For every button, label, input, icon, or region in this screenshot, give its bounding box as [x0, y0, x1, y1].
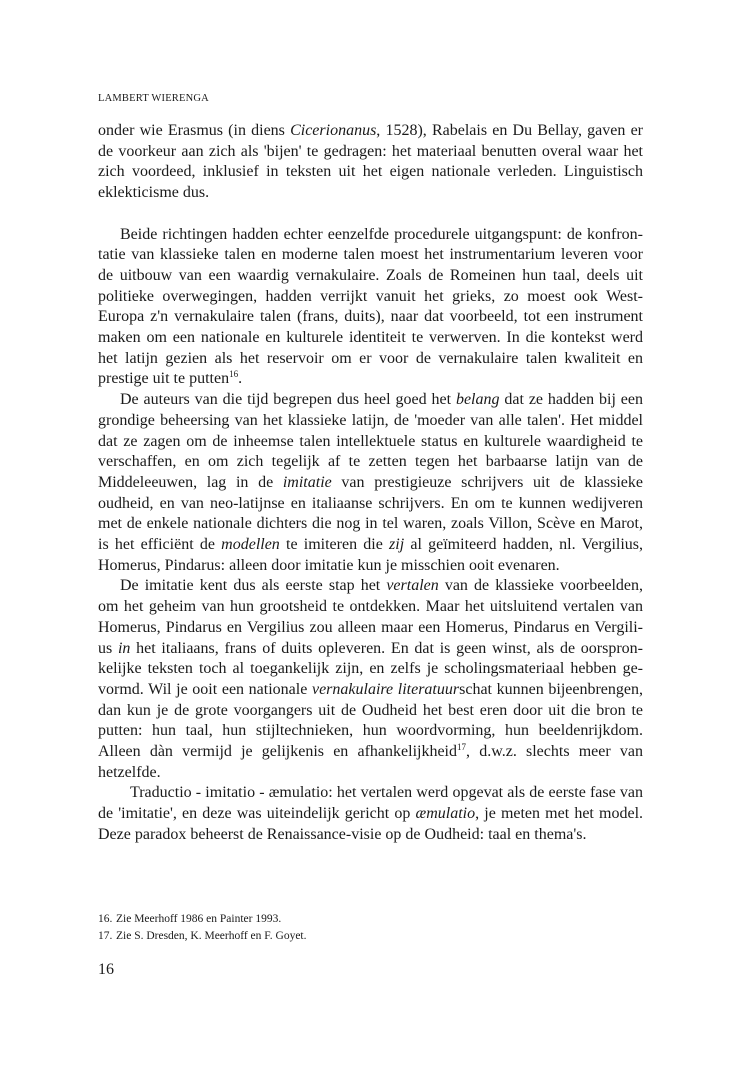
text-run: De auteurs van die tijd begrepen dus heel goed het [120, 391, 456, 409]
text-line [98, 432, 643, 453]
text-line [98, 266, 643, 287]
text-run: kelijke teksten toch al toegankelijk zijn, en zelfs je scholingsmateriaal hebben ge- [98, 660, 643, 678]
text-line [98, 494, 643, 515]
page-number: 16 [98, 961, 114, 978]
text-line [98, 142, 643, 163]
text-line [98, 287, 643, 308]
italic-text: belang [455, 391, 500, 409]
footnote-text: Zie S. Dresden, K. Meerhoff en F. Goyet. [116, 930, 307, 942]
text-line [98, 473, 643, 494]
text-run: Deze paradox beheerst de Renaissance-visie op de Oudheid: taal en thema's. [98, 825, 587, 843]
text-line [98, 307, 643, 328]
text-line [98, 328, 643, 349]
text-line [98, 825, 643, 846]
paragraph [98, 783, 643, 845]
text-line [98, 452, 643, 473]
footnote-text: Zie Meerhoff 1986 en Painter 1993. [116, 913, 282, 925]
text-run: De imitatie kent dus als eerste stap het [120, 577, 387, 595]
text-line [98, 659, 643, 680]
text-line [98, 411, 643, 432]
italic-text: æmulatio [415, 805, 476, 823]
text-run: dat ze hadden bij een [499, 391, 644, 409]
text-line [98, 225, 643, 246]
text-run: zich voordeed, inklusief in teksten uit het eigen nationale verleden. Linguistisch [98, 163, 643, 181]
text-line [98, 349, 643, 370]
paragraph [98, 121, 643, 204]
paragraph [98, 576, 643, 783]
text-run: is het efficiënt de [98, 536, 222, 554]
text-run: dan kun je de grote voorgangers uit de Oudheid het best eren door uit die bron te [98, 701, 643, 719]
text-line [98, 514, 643, 535]
text-line [98, 183, 643, 204]
italic-text: zij [389, 536, 405, 554]
running-head: LAMBERT WIERENGA [98, 93, 209, 104]
italic-text: modellen [221, 536, 280, 554]
text-run: hetzelfde. [98, 763, 161, 781]
text-run: te imiteren die [279, 536, 390, 554]
text-run: schat kunnen bijeenbrengen, [459, 680, 643, 698]
text-run: Traductio - imitatio - æmulatio: het vertalen werd opgevat als de eerste fase van [130, 784, 643, 802]
text-run: vormd. Wil je ooit een nationale [98, 680, 312, 698]
text-run: tatie van klassieke talen en moderne talen moest het instrumentarium leveren voor [98, 246, 643, 264]
footnote-ref: 17 [457, 742, 467, 753]
paragraph [98, 225, 643, 391]
text-line [98, 783, 643, 804]
text-line [98, 742, 643, 763]
footnote-16 [98, 911, 307, 928]
text-run: eklekticisme dus. [98, 184, 210, 202]
text-run: prestige uit te putten [98, 370, 230, 388]
italic-text: imitatie [282, 473, 332, 491]
text-run: , 1528), Rabelais en Du Bellay, gaven er [376, 122, 643, 139]
text-line [98, 576, 643, 597]
text-run: oudheid, en van neo-latijnse en italiaanse schrijvers. En om te kunnen wedijveren [98, 494, 643, 512]
text-run: Homerus, Pindarus: alleen door imitatie kun je misschien ooit evenaren. [98, 556, 560, 574]
text-run: putten: hun taal, hun stijltechnieken, hun woordvorming, hun beeldenrijkdom. [98, 722, 643, 740]
text-line [98, 618, 643, 639]
text-run: maken om een nationale en kulturele identiteit te verwerven. In die kontekst werd [98, 329, 643, 347]
text-line [98, 390, 643, 411]
text-run: us [98, 639, 118, 657]
footnote-17 [98, 928, 307, 945]
text-line [98, 535, 643, 556]
italic-text: vernakulaire literatuur [311, 680, 460, 698]
text-run: , je meten met het model. [475, 805, 644, 823]
italic-text: in [117, 639, 131, 657]
text-run: Middeleeuwen, lag in de [98, 473, 283, 491]
text-line [98, 245, 643, 266]
text-line [98, 639, 643, 660]
italic-text: vertalen [386, 577, 439, 595]
footnote-ref: 16 [229, 369, 239, 380]
text-run: om het geheim van hun grootsheid te ontdekken. Maar het uitsluitend vertalen van [98, 598, 643, 616]
footnotes [98, 911, 307, 945]
text-line [98, 721, 643, 742]
text-run: Beide richtingen hadden echter eenzelfde procedurele uitgangspunt: de konfron- [120, 225, 643, 243]
text-run: al geïmiteerd hadden, nl. Vergilius, [404, 536, 644, 554]
footnote-number: 17. [98, 930, 113, 942]
footnote-number: 16. [98, 913, 113, 925]
text-run: dat ze zagen om de inheemse talen intellektuele status en kulturele waardigheid te [98, 432, 643, 450]
text-run: , d.w.z. slechts meer van [466, 743, 644, 761]
text-run: . [238, 370, 243, 388]
text-line [98, 556, 643, 577]
text-line [98, 763, 643, 784]
text-run: het latijn gezien als het reservoir om er voor de vernakulaire talen kwaliteit en [98, 349, 643, 367]
text-run: de voorkeur aan zich als 'bijen' te gedragen: het materiaal benutten overal waar het [98, 142, 643, 160]
text-line [98, 162, 643, 183]
text-run: van prestigieuze schrijvers uit de klassieke [331, 473, 644, 491]
text-run: van de klassieke voorbeelden, [438, 577, 643, 595]
text-run: verschaffen, en om zich tegelijk af te zetten tegen het barbaarse latijn van de [98, 453, 643, 471]
text-run: de uitbouw van een waardig vernakulaire. Zoals de Romeinen hun taal, deels uit [98, 266, 643, 284]
body-text [98, 121, 643, 846]
text-run: Alleen dàn vermijd je gelijkenis en afhankelijkheid [98, 743, 458, 761]
text-run: politieke overwegingen, hadden verrijkt vanuit het grieks, zo moest ook West- [98, 287, 643, 305]
text-run: grondige beheersing van het klassieke latijn, de 'moeder van alle talen'. Het middel [98, 411, 643, 429]
text-line [98, 680, 643, 701]
text-line [98, 121, 643, 142]
text-line [98, 369, 643, 390]
italic-text: Cicerionanus [290, 122, 377, 139]
text-line [98, 597, 643, 618]
text-run: onder wie Erasmus (in diens [98, 122, 291, 139]
text-run: Europa z'n vernakulaire talen (frans, duits), naar dat voorbeeld, tot een instrument [98, 308, 643, 326]
paragraph [98, 390, 643, 576]
text-line [98, 804, 643, 825]
text-line [98, 701, 643, 722]
text-run: de 'imitatie', en deze was uiteindelijk gericht op [98, 805, 416, 823]
text-run: met de enkele nationale dichters die nog in tel waren, zoals Villon, Scève en Marot, [98, 515, 643, 533]
text-run: Homerus, Pindarus en Vergilius zou alleen maar een Homerus, Pindarus en Vergili- [98, 618, 643, 636]
text-run: het italiaans, frans of duits opleveren. En dat is geen winst, als de oorspron- [130, 639, 643, 657]
